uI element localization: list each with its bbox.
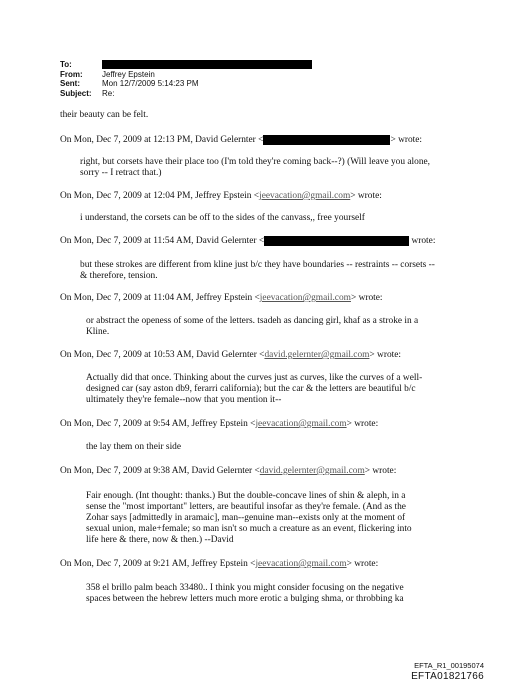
from-label: From: <box>60 69 83 79</box>
sent-value: Mon 12/7/2009 5:14:23 PM <box>102 79 199 88</box>
message-line: sorry -- I retract that.) <box>80 168 162 178</box>
message-line: Zohar says [admittedly in aramaic], man--genuine man--exists only at the moment of <box>86 513 406 523</box>
message-line: spaces between the hebrew letters much more erotic a bulging shma, or throbbing ka <box>86 594 404 604</box>
quote-header-suffix: > wrote: <box>390 135 423 146</box>
email-link[interactable]: jeevacation@gmail.com <box>259 293 351 303</box>
email-link[interactable]: jeevacation@gmail.com <box>255 559 347 569</box>
email-link[interactable]: jeevacation@gmail.com <box>259 191 351 201</box>
message-line: right, but corsets have their place too (I'm told they're coming back--?) (Will leave you alone, <box>80 157 431 167</box>
sent-label: Sent: <box>60 79 80 88</box>
bates-ref: EFTA_R1_00195074 <box>414 661 484 670</box>
quote-header-prefix: On Mon, Dec 7, 2009 at 9:21 AM, Jeffrey Epstein < <box>60 559 256 569</box>
from-value: Jeffrey Epstein <box>102 69 155 79</box>
quote-header-prefix: On Mon, Dec 7, 2009 at 12:13 PM, David Gelernter < <box>60 135 264 146</box>
bates-id: EFTA01821766 <box>411 671 484 682</box>
opening-line: their beauty can be felt. <box>60 110 149 120</box>
quote-header-prefix: On Mon, Dec 7, 2009 at 12:04 PM, Jeffrey Epstein < <box>60 191 260 201</box>
message-line: life here & there, now & then.) --David <box>86 535 234 545</box>
quote-header-suffix: > wrote: <box>350 293 383 303</box>
message-line: Actually did that once. Thinking about the curves just as curves, like the curves of a well- <box>86 373 423 383</box>
quote-header-prefix: On Mon, Dec 7, 2009 at 11:04 AM, Jeffrey Epstein < <box>60 293 260 303</box>
email-link[interactable]: david.gelernter@gmail.com <box>264 350 370 360</box>
message-line: sexual union, male+female; so man isn't so much a creature as an event, flickering into <box>86 524 412 534</box>
quote-header-suffix: > wrote: <box>346 419 379 429</box>
quote-header-suffix: > wrote: <box>346 559 379 569</box>
subject-label: Subject: <box>60 88 92 98</box>
message-line: sense the "most important" letters, are beautiful insofar as they're female. (And as the <box>86 502 406 512</box>
message-line: but these strokes are different from kline just b/c they have boundaries -- restraints -- corsets -- <box>80 260 435 270</box>
quote-header-suffix: > wrote: <box>364 466 397 476</box>
quote-header-prefix: On Mon, Dec 7, 2009 at 9:54 AM, Jeffrey Epstein < <box>60 419 256 429</box>
quote-header <box>60 559 378 570</box>
to-row <box>60 60 312 70</box>
from-row <box>60 70 312 80</box>
redacted-email <box>263 135 390 145</box>
quote-header <box>60 236 435 247</box>
quote-header <box>60 350 401 361</box>
quote-header <box>60 191 382 202</box>
email-link[interactable]: david.gelernter@gmail.com <box>259 466 365 476</box>
to-label: To: <box>60 60 72 69</box>
email-header <box>60 60 312 98</box>
quote-header <box>60 293 383 304</box>
message-line: ultimately they're female--now that you mention it-- <box>86 395 282 405</box>
message-line: Kline. <box>86 327 110 337</box>
quote-header <box>60 466 396 477</box>
quote-header-prefix: On Mon, Dec 7, 2009 at 9:38 AM, David Gelernter < <box>60 466 260 476</box>
email-link[interactable]: jeevacation@gmail.com <box>255 419 347 429</box>
quote-header-suffix: > wrote: <box>369 350 402 360</box>
subject-value: Re: <box>102 88 115 98</box>
quote-header-suffix: > wrote: <box>350 191 382 201</box>
message-line: designed car (say aston db9, ferarri california); but the car & the letters are beautiful b/c <box>86 384 416 394</box>
message-line: Fair enough. (Int thought: thanks.) But the double-concave lines of shin & aleph, in a <box>86 491 406 501</box>
message-line: the lay them on their side <box>86 442 182 452</box>
quote-header <box>60 135 422 146</box>
sent-row <box>60 79 312 89</box>
quote-header-prefix: On Mon, Dec 7, 2009 at 11:54 AM, David Gelernter < <box>60 236 265 247</box>
quote-header <box>60 419 378 430</box>
redacted-to <box>102 60 312 69</box>
message-line: i understand, the corsets can be off to the sides of the canvass,, free yourself <box>80 213 365 223</box>
message-line: 358 el brillo palm beach 33480.. I think you might consider focusing on the negative <box>86 583 404 593</box>
message-line: or abstract the openess of some of the letters. tsadeh as dancing girl, khaf as a stroke in a <box>86 316 419 326</box>
quote-header-suffix: wrote: <box>409 236 436 247</box>
redacted-email <box>264 236 409 246</box>
subject-row <box>60 89 312 99</box>
quote-header-prefix: On Mon, Dec 7, 2009 at 10:53 AM, David Gelernter < <box>60 350 265 360</box>
message-line: & therefore, tension. <box>80 271 158 281</box>
